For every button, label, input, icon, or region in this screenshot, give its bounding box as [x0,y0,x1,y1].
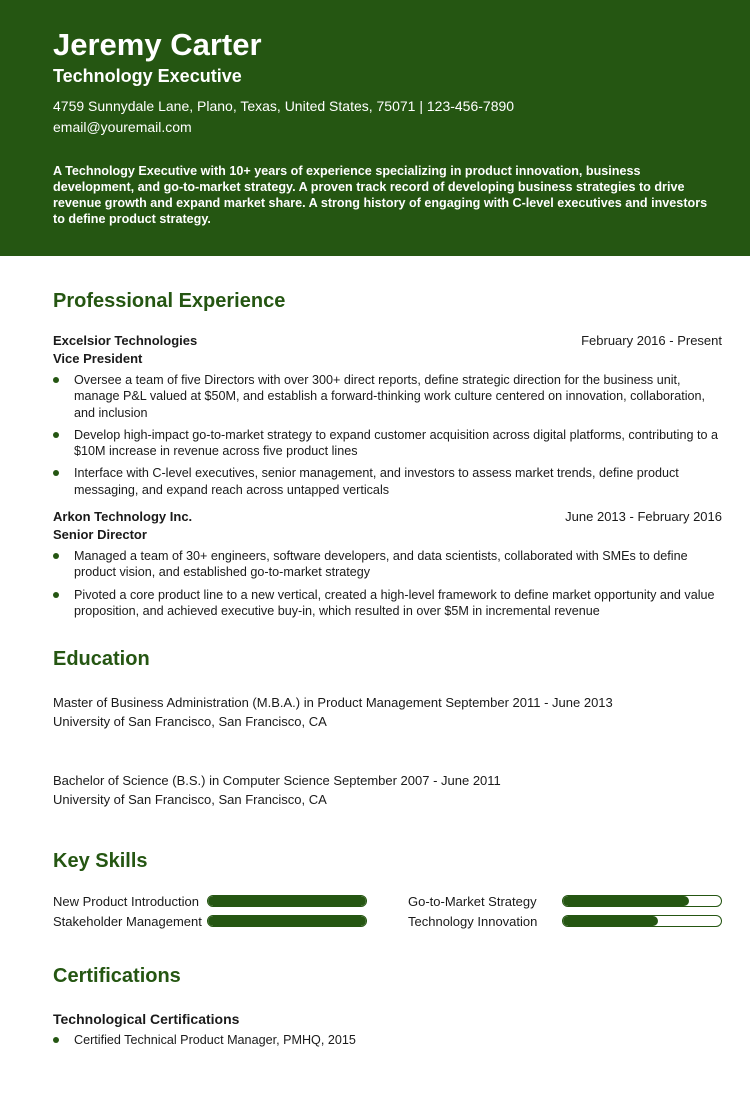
skill-level-fill [563,916,658,926]
section-title-education: Education [53,648,150,671]
certification-item [53,1032,722,1048]
education-entry [53,693,722,731]
section-title-skills: Key Skills [53,850,148,873]
skill-level-fill [563,896,689,906]
job-role: Senior Director [53,527,147,543]
summary: A Technology Executive with 10+ years of experience specializing in product innovation, business development, and go-to-market strategy. A proven track record of developing business strategies to drive revenue growth and expand market share. A strong history of engaging with C-level executives and investors to define product strategy. [53,164,708,226]
section-title-experience: Professional Experience [53,290,286,312]
bullet-dot-icon [53,432,59,438]
skill-level-fill [208,896,366,906]
job-bullet [53,587,722,620]
bullet-text: Managed a team of 30+ engineers, software developers, and data scientists, collaborated with SMEs to define product vision, and established go-to-market strategy [74,549,688,580]
job-company: Arkon Technology Inc. [53,509,193,525]
resume-body [0,289,750,1049]
job-dates: June 2013 - February 2016 [565,509,722,525]
candidate-name: Jeremy Carter [53,27,262,62]
education-section [53,647,722,809]
skill-level-bar [207,895,367,907]
job-entry [53,508,722,619]
certification-group-title: Technological Certifications [53,1011,240,1028]
skill-name: Technology Innovation [408,914,538,930]
job-bullet [53,427,722,460]
contact-info [53,96,710,138]
job-bullet [53,548,722,581]
skill-level-bar [562,895,722,907]
education-entry [53,771,722,809]
bullet-text: Oversee a team of five Directors with over 300+ direct reports, define strategic direction for the business unit, manage P&L valued at $50M, and establish a forward-thinking work culture centered on innovation, collaboration, and inclusion [74,373,705,420]
candidate-title: Technology Executive [53,66,242,86]
certifications-section [53,964,722,1048]
degree-line: Bachelor of Science (B.S.) in Computer Science September 2007 - June 2011 [53,773,501,789]
address-phone: 4759 Sunnydale Lane, Plano, Texas, United States, 75071 | 123-456-7890 [53,98,515,114]
job-role: Vice President [53,351,143,366]
job-bullets [53,372,722,498]
skill-name: Stakeholder Management [53,914,202,930]
skills-grid [53,894,722,930]
skill-item [53,914,408,930]
experience-section [53,289,722,619]
school-line: University of San Francisco, San Francisco, CA [53,792,327,808]
skill-level-fill [208,916,366,926]
bullet-dot-icon [53,553,59,559]
job-bullets [53,548,722,619]
job-entry [53,332,722,498]
degree-line: Master of Business Administration (M.B.A.) in Product Management September 2011 - June 2013 [53,695,613,711]
skill-level-bar [562,915,722,927]
skill-item [408,894,723,910]
bullet-text: Interface with C-level executives, senior management, and investors to assess market trends, define product messaging, and expand reach across untapped verticals [74,466,679,497]
job-bullet [53,465,722,498]
skill-item [408,914,723,930]
skills-section [53,849,722,930]
skill-name: Go-to-Market Strategy [408,894,537,910]
bullet-dot-icon [53,592,59,598]
resume-header [0,0,750,256]
skill-level-bar [207,915,367,927]
school-line: University of San Francisco, San Francisco, CA [53,714,327,730]
bullet-dot-icon [53,1037,59,1043]
certification-text: Certified Technical Product Manager, PMHQ, 2015 [74,1033,356,1048]
job-header [53,508,722,526]
certification-list [53,1032,722,1048]
job-bullet [53,372,722,421]
job-header [53,332,722,350]
bullet-dot-icon [53,377,59,383]
bullet-text: Develop high-impact go-to-market strategy to expand customer acquisition across digital platforms, contributing to a $10M increase in revenue across five product lines [74,427,718,459]
bullet-text: Pivoted a core product line to a new vertical, created a high-level framework to define market opportunity and value proposition, and achieved executive buy-in, which resulted in over $5M in incremental revenue [74,587,715,618]
job-dates: February 2016 - Present [581,333,722,348]
section-title-certifications: Certifications [53,965,181,988]
skill-name: New Product Introduction [53,894,199,910]
email: email@youremail.com [53,119,192,135]
skill-item [53,894,408,910]
bullet-dot-icon [53,470,59,476]
job-company: Excelsior Technologies [53,333,198,348]
